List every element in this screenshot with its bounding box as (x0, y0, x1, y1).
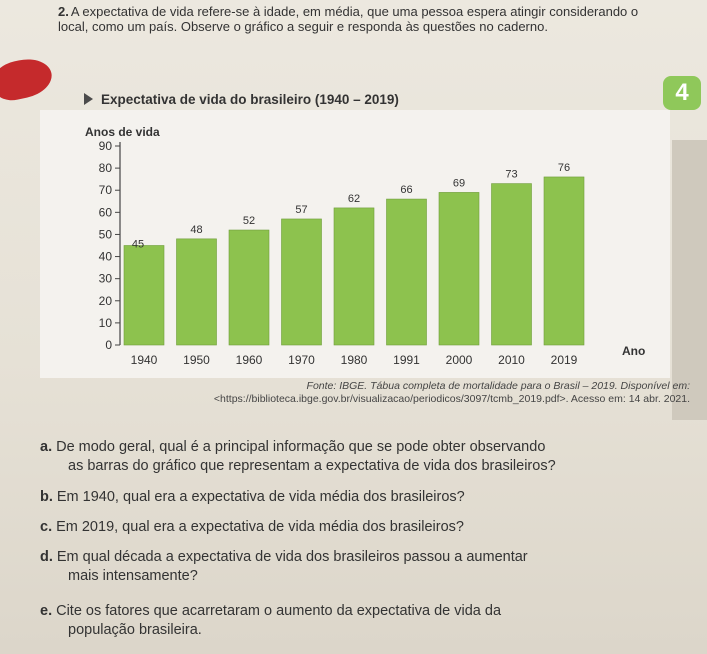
x-tick-label: 1940 (130, 353, 158, 367)
question-text: Em qual década a expectativa de vida dos brasileiros passou a aumentar (56, 549, 528, 565)
question-letter: a. (40, 439, 53, 455)
bar (334, 208, 374, 345)
data-label: 48 (190, 223, 203, 236)
y-tick-label: 10 (98, 315, 112, 330)
y-tick-label: 0 (105, 338, 112, 352)
data-label: 66 (400, 184, 413, 197)
x-tick-label: 1980 (340, 353, 368, 367)
source-line-1: Fonte: IBGE. Tábua completa de mortalidade para o Brasil – 2019. Disponível em: (306, 380, 690, 392)
y-axis-label: Anos de vida (85, 125, 160, 139)
chart-title-text: Expectativa de vida do brasileiro (1940 – 2019) (101, 92, 399, 107)
bar (387, 199, 427, 345)
finger-thumb (0, 54, 55, 103)
data-label: 52 (242, 215, 256, 228)
question-text-cont: as barras do gráfico que representam a expectativa de vida dos brasileiros? (68, 458, 556, 474)
question-text: Em 1940, qual era a expectativa de vida média dos brasileiros? (56, 489, 465, 505)
x-tick-label: 2010 (498, 353, 525, 367)
question-text-cont: população brasileira. (68, 622, 202, 638)
page-edge-shadow (672, 140, 707, 420)
data-label: 76 (557, 161, 571, 174)
question-letter: e. (40, 603, 53, 619)
y-tick-label: 80 (98, 161, 112, 176)
bar-chart (40, 110, 670, 378)
question-text-cont: mais intensamente? (68, 568, 198, 584)
title-marker-icon (84, 93, 93, 105)
question-b (40, 488, 465, 507)
chart-container (40, 110, 670, 378)
x-tick-label: 1950 (183, 353, 210, 367)
bar (492, 184, 532, 345)
question-letter: b. (40, 489, 53, 505)
chart-source (60, 380, 690, 406)
y-tick-label: 70 (98, 183, 112, 198)
bar (177, 239, 217, 345)
question-letter: d. (40, 549, 53, 565)
question-letter: c. (40, 519, 53, 535)
question-intro-text: A expectativa de vida refere-se à idade, em média, que uma pessoa espera atingir considerando o local, como um país. Observe o gráfico a seguir e responda às questões no caderno. (58, 4, 639, 34)
bar (229, 230, 269, 345)
x-tick-label: 1970 (288, 353, 315, 367)
y-tick-label: 50 (98, 227, 112, 242)
x-tick-label: 1960 (235, 353, 263, 367)
data-label: 45 (131, 238, 145, 251)
question-d (40, 548, 528, 586)
data-label: 62 (347, 192, 361, 205)
data-label: 73 (505, 168, 518, 181)
x-tick-label: 2000 (445, 353, 473, 367)
question-intro (58, 4, 658, 34)
question-e (40, 602, 501, 640)
y-tick-label: 60 (98, 205, 112, 220)
source-line-2: <https://biblioteca.ibge.gov.br/visualizacao/periodicos/3097/tcmb_2019.pdf>. Acesso em: 14 abr. 2021. (213, 393, 690, 405)
y-tick-label: 40 (98, 249, 112, 264)
question-a (40, 438, 556, 476)
question-text: De modo geral, qual é a principal informação que se pode obter observando (56, 439, 546, 455)
y-tick-label: 20 (98, 293, 112, 308)
x-tick-label: 2019 (550, 353, 578, 367)
y-tick-label: 30 (98, 271, 112, 286)
chart-title (84, 92, 399, 107)
bar (439, 192, 479, 345)
question-text: Em 2019, qual era a expectativa de vida média dos brasileiros? (56, 519, 464, 535)
y-tick-label: 90 (98, 139, 112, 153)
bar (124, 246, 164, 346)
activity-badge: 4 (663, 76, 701, 110)
data-label: 57 (295, 203, 308, 216)
bar (544, 177, 584, 345)
x-tick-label: 1991 (393, 353, 420, 367)
x-axis-label: Ano (622, 344, 646, 358)
bar (282, 219, 322, 345)
data-label: 69 (452, 177, 466, 190)
question-text: Cite os fatores que acarretaram o aumento da expectativa de vida da (56, 603, 502, 619)
question-number: 2. (58, 4, 69, 19)
question-c (40, 518, 464, 537)
